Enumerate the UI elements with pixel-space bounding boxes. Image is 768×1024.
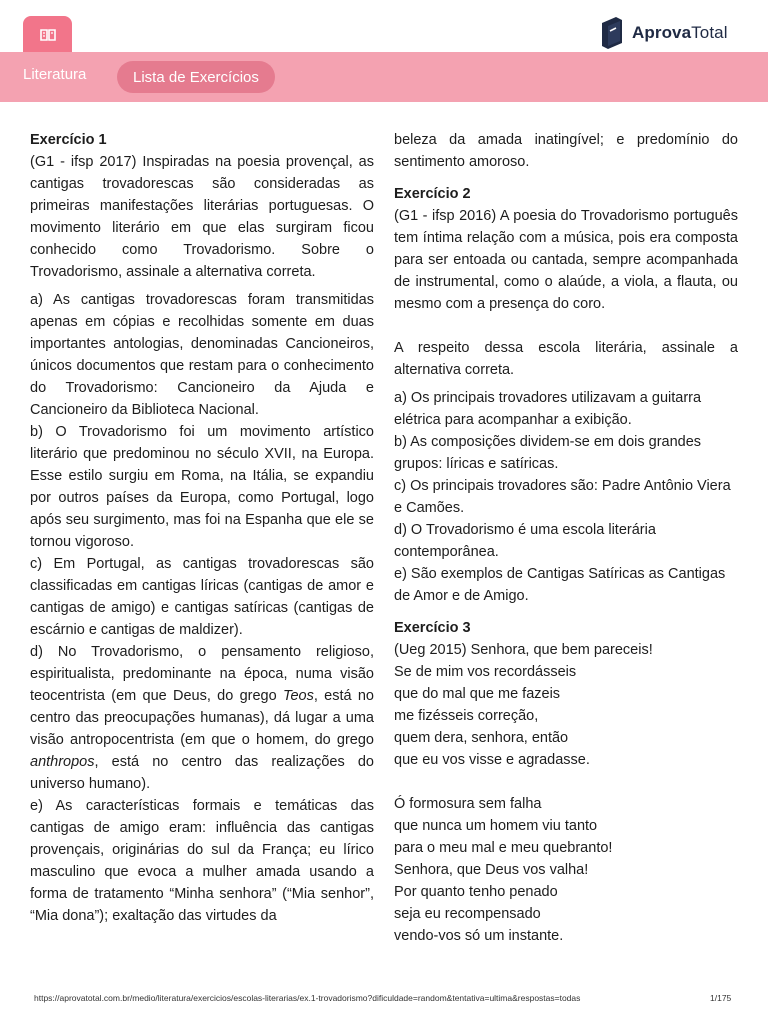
exercise-2-option-e[interactable]: e) São exemplos de Cantigas Satíricas as Cantigas de Amor e de Amigo. [394,566,726,604]
exercise-3-title: Exercício 3 [394,620,471,636]
poem-line: quem dera, senhora, então [394,730,569,746]
breadcrumb-literatura[interactable]: Literatura [23,66,87,83]
exercise-2-stem: (G1 - ifsp 2016) A poesia do Trovadorismo português tem íntima relação com a música, pois era composta para ser entoada ou cantada, sempre acompanhada de instrumental, como o alaúde, a viola, a flauta, ou mesmo com a presença do coro. [394,208,738,312]
exercise-1-title: Exercício 1 [30,132,107,148]
poem-line: (Ueg 2015) Senhora, que bem pareceis! [394,642,653,658]
poem-line: que eu vos visse e agradasse. [394,752,590,768]
exercise-2-option-d[interactable]: d) O Trovadorismo é uma escola literária contemporânea. [394,522,656,560]
exercise-1-option-e-continued[interactable]: beleza da amada inatingível; e predomínio do sentimento amoroso. [394,132,738,170]
right-column [394,129,738,947]
breadcrumb-lista-exercicios[interactable]: Lista de Exercícios [117,61,275,93]
footer-page-number: 1/175 [710,993,732,1003]
left-column [30,129,374,927]
poem-line: Por quanto tenho penado [394,884,558,900]
exercise-1-option-a[interactable]: a) As cantigas trovadorescas foram transmitidas apenas em cópias e recolhidas somente em duas importantes antologias, denominadas Cancioneiros, únicos documentos que restam para o conhecimento do Trovadorismo: Cancioneiro da Ajuda e Cancioneiro da Biblioteca Nacional. [30,292,374,418]
poem-line: para o meu mal e meu quebranto! [394,840,613,856]
poem-line: Ó formosura sem falha [394,796,542,812]
exercise-2-option-b[interactable]: b) As composições dividem-se em dois grandes grupos: líricas e satíricas. [394,434,702,472]
exercise-1-option-b[interactable]: b) O Trovadorismo foi um movimento artístico literário que predominou no século XVII, na Europa. Esse estilo surgiu em Roma, na Itália, se expandiu por outros países da Europa, como Portugal, logo após seu surgimento, mas foi na Espanha que ele se tornou vigoroso. [30,424,374,550]
exercise-2-option-a[interactable]: a) Os principais trovadores utilizavam a guitarra elétrica para acompanhar a exibição. [394,390,702,428]
exercise-1-option-e[interactable]: e) As características formais e temáticas das cantigas de amigo eram: influência das cantigas provençais, originárias do sul da França; eu lírico masculino que evoca a mulher amada usando a forma de tratamento “Minha senhora” (“Mia senhor”, “Mia dona”); exaltação das virtudes da [30,798,374,924]
aprova-total-logo[interactable] [600,17,728,49]
poem-line: me fizésseis correção, [394,708,539,724]
logo-book-icon [600,17,624,49]
book-icon [40,28,56,42]
poem-line: Se de mim vos recordásseis [394,664,577,680]
exercise-1-option-d[interactable]: d) No Trovadorismo, o pensamento religioso, espiritualista, predominante na época, numa visão teocentrista (em que Deus, do grego Teos, está no centro das preocupações humanas), dá lugar a uma visão antropocentrista (em que o homem, do grego anthropos, está no centro das realizações do universo humano). [30,644,374,792]
poem-line: vendo-vos só um instante. [394,928,564,944]
poem-line: Senhora, que Deus vos valha! [394,862,589,878]
exercise-2-option-c[interactable]: c) Os principais trovadores são: Padre Antônio Viera e Camões. [394,478,731,516]
poem-line: que do mal que me fazeis [394,686,561,702]
header-banner [0,52,768,102]
exercise-2-prompt: A respeito dessa escola literária, assinale a alternativa correta. [394,340,738,378]
exercise-2-title: Exercício 2 [394,186,471,202]
book-tab[interactable] [23,16,72,54]
exercise-3-poem [394,639,738,947]
poem-line: que nunca um homem viu tanto [394,818,598,834]
poem-line: seja eu recompensado [394,906,541,922]
exercise-1-option-c[interactable]: c) Em Portugal, as cantigas trovadorescas são classificadas em cantigas líricas (cantigas de amor e cantigas de amigo) e cantigas satíricas (cantigas de escárnio e cantigas de maldizer). [30,556,374,638]
logo-text: AprovaTotal [632,23,728,42]
footer-url[interactable]: https://aprovatotal.com.br/medio/literatura/exercicios/escolas-literarias/ex.1-trovadorismo?dificuldade=random&tentativa=ultima&respostas=todas [34,993,581,1003]
exercise-1-stem: (G1 - ifsp 2017) Inspiradas na poesia provençal, as cantigas trovadorescas são consideradas as primeiras manifestações literárias portuguesas. O movimento literário em que elas surgiram ficou conhecido como Trovadorismo. Sobre o Trovadorismo, assinale a alternativa correta. [30,154,374,280]
